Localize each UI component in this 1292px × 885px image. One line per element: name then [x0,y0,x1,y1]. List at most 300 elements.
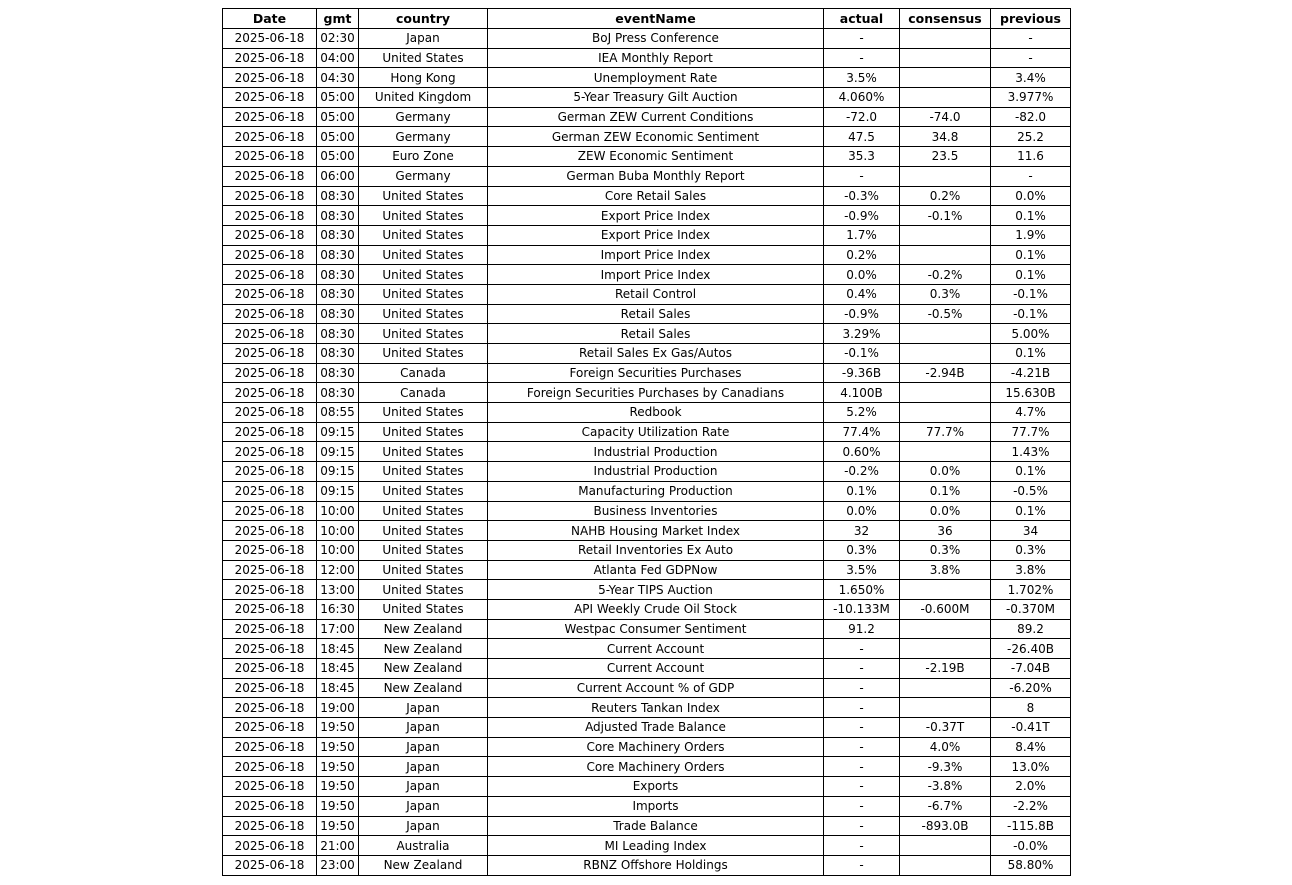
cell-previous: -82.0 [991,107,1071,127]
cell-gmt: 09:15 [317,481,359,501]
table-row [223,521,1071,541]
cell-previous: - [991,29,1071,49]
cell-previous: 13.0% [991,757,1071,777]
cell-previous: 1.9% [991,225,1071,245]
cell-actual: - [824,816,900,836]
cell-date: 2025-06-18 [223,186,317,206]
cell-date: 2025-06-18 [223,324,317,344]
cell-country: United States [359,344,488,364]
cell-previous: 0.3% [991,540,1071,560]
cell-date: 2025-06-18 [223,48,317,68]
cell-date: 2025-06-18 [223,127,317,147]
cell-consensus [900,48,991,68]
cell-gmt: 05:00 [317,127,359,147]
cell-gmt: 08:30 [317,245,359,265]
cell-actual: -0.9% [824,206,900,226]
cell-previous: -115.8B [991,816,1071,836]
cell-date: 2025-06-18 [223,501,317,521]
cell-date: 2025-06-18 [223,88,317,108]
cell-eventname: Atlanta Fed GDPNow [488,560,824,580]
cell-eventname: Retail Sales [488,324,824,344]
cell-country: United States [359,206,488,226]
cell-eventname: Unemployment Rate [488,68,824,88]
cell-country: Canada [359,363,488,383]
cell-country: Japan [359,777,488,797]
cell-previous: -26.40B [991,639,1071,659]
table-row [223,757,1071,777]
cell-consensus [900,88,991,108]
cell-gmt: 08:30 [317,363,359,383]
cell-date: 2025-06-18 [223,29,317,49]
cell-actual: - [824,166,900,186]
table-row [223,836,1071,856]
cell-country: United States [359,442,488,462]
cell-previous: 11.6 [991,147,1071,167]
cell-eventname: NAHB Housing Market Index [488,521,824,541]
cell-date: 2025-06-18 [223,481,317,501]
cell-date: 2025-06-18 [223,265,317,285]
cell-actual: - [824,718,900,738]
cell-eventname: IEA Monthly Report [488,48,824,68]
cell-previous: -0.41T [991,718,1071,738]
cell-actual: - [824,678,900,698]
cell-date: 2025-06-18 [223,816,317,836]
cell-gmt: 12:00 [317,560,359,580]
cell-consensus: 34.8 [900,127,991,147]
cell-actual: 77.4% [824,422,900,442]
cell-previous: -2.2% [991,796,1071,816]
table-row [223,422,1071,442]
cell-consensus [900,619,991,639]
cell-eventname: Import Price Index [488,245,824,265]
cell-consensus: -0.37T [900,718,991,738]
cell-consensus [900,580,991,600]
table-row [223,816,1071,836]
cell-date: 2025-06-18 [223,147,317,167]
table-row [223,442,1071,462]
cell-consensus [900,855,991,875]
cell-gmt: 18:45 [317,659,359,679]
cell-date: 2025-06-18 [223,855,317,875]
cell-country: Hong Kong [359,68,488,88]
cell-previous: 1.702% [991,580,1071,600]
cell-country: Canada [359,383,488,403]
column-header-actual: actual [824,9,900,29]
cell-gmt: 19:50 [317,777,359,797]
cell-gmt: 08:30 [317,186,359,206]
cell-consensus [900,442,991,462]
cell-previous: -0.1% [991,304,1071,324]
cell-gmt: 10:00 [317,501,359,521]
cell-date: 2025-06-18 [223,757,317,777]
cell-gmt: 23:00 [317,855,359,875]
cell-gmt: 10:00 [317,521,359,541]
cell-actual: 0.60% [824,442,900,462]
cell-consensus: 4.0% [900,737,991,757]
cell-eventname: Core Retail Sales [488,186,824,206]
cell-consensus: 0.0% [900,501,991,521]
cell-consensus: -893.0B [900,816,991,836]
economic-calendar-table [222,8,1071,876]
cell-consensus [900,245,991,265]
cell-gmt: 19:50 [317,757,359,777]
cell-gmt: 02:30 [317,29,359,49]
cell-actual: 5.2% [824,403,900,423]
cell-date: 2025-06-18 [223,599,317,619]
cell-previous: 3.4% [991,68,1071,88]
cell-previous: 4.7% [991,403,1071,423]
cell-date: 2025-06-18 [223,245,317,265]
table-row [223,48,1071,68]
cell-date: 2025-06-18 [223,737,317,757]
cell-gmt: 19:50 [317,796,359,816]
cell-country: Euro Zone [359,147,488,167]
cell-country: New Zealand [359,639,488,659]
cell-consensus: -3.8% [900,777,991,797]
cell-consensus: 3.8% [900,560,991,580]
cell-actual: - [824,836,900,856]
cell-consensus: -0.1% [900,206,991,226]
table-row [223,777,1071,797]
cell-consensus: -0.5% [900,304,991,324]
cell-actual: 32 [824,521,900,541]
cell-eventname: Exports [488,777,824,797]
cell-actual: -0.9% [824,304,900,324]
cell-previous: 0.1% [991,206,1071,226]
table-row [223,206,1071,226]
cell-date: 2025-06-18 [223,521,317,541]
cell-eventname: Trade Balance [488,816,824,836]
cell-previous: 8.4% [991,737,1071,757]
column-header-consensus: consensus [900,9,991,29]
cell-eventname: RBNZ Offshore Holdings [488,855,824,875]
cell-country: United States [359,284,488,304]
cell-previous: 0.0% [991,186,1071,206]
cell-country: United States [359,422,488,442]
cell-actual: -0.3% [824,186,900,206]
cell-gmt: 09:15 [317,422,359,442]
table-row [223,225,1071,245]
cell-gmt: 08:30 [317,344,359,364]
cell-country: United States [359,186,488,206]
table-row [223,186,1071,206]
table-row [223,403,1071,423]
cell-consensus: -0.600M [900,599,991,619]
cell-eventname: Export Price Index [488,206,824,226]
cell-date: 2025-06-18 [223,422,317,442]
cell-eventname: Business Inventories [488,501,824,521]
cell-gmt: 09:15 [317,462,359,482]
cell-eventname: Foreign Securities Purchases by Canadians [488,383,824,403]
table-row [223,737,1071,757]
cell-date: 2025-06-18 [223,225,317,245]
cell-previous: - [991,166,1071,186]
cell-country: New Zealand [359,678,488,698]
cell-previous: 0.1% [991,501,1071,521]
cell-eventname: Import Price Index [488,265,824,285]
cell-actual: -72.0 [824,107,900,127]
table-row [223,324,1071,344]
cell-consensus: 0.1% [900,481,991,501]
cell-gmt: 08:30 [317,304,359,324]
cell-country: United States [359,462,488,482]
cell-previous: 77.7% [991,422,1071,442]
cell-country: United States [359,501,488,521]
cell-country: New Zealand [359,659,488,679]
cell-previous: 3.8% [991,560,1071,580]
cell-previous: 34 [991,521,1071,541]
cell-date: 2025-06-18 [223,383,317,403]
cell-consensus [900,836,991,856]
cell-gmt: 08:30 [317,383,359,403]
cell-date: 2025-06-18 [223,304,317,324]
cell-country: Australia [359,836,488,856]
cell-country: United States [359,245,488,265]
cell-gmt: 17:00 [317,619,359,639]
cell-actual: - [824,737,900,757]
column-header-country: country [359,9,488,29]
cell-gmt: 16:30 [317,599,359,619]
cell-previous: 0.1% [991,462,1071,482]
cell-eventname: German ZEW Economic Sentiment [488,127,824,147]
cell-date: 2025-06-18 [223,659,317,679]
cell-gmt: 08:55 [317,403,359,423]
cell-eventname: 5-Year TIPS Auction [488,580,824,600]
cell-previous: 5.00% [991,324,1071,344]
table-row [223,501,1071,521]
cell-date: 2025-06-18 [223,540,317,560]
cell-consensus [900,225,991,245]
cell-gmt: 18:45 [317,678,359,698]
cell-date: 2025-06-18 [223,68,317,88]
cell-consensus [900,344,991,364]
cell-gmt: 19:00 [317,698,359,718]
cell-consensus [900,324,991,344]
cell-date: 2025-06-18 [223,107,317,127]
table-row [223,304,1071,324]
cell-consensus: 0.3% [900,284,991,304]
table-row [223,88,1071,108]
cell-eventname: Retail Control [488,284,824,304]
cell-eventname: German ZEW Current Conditions [488,107,824,127]
cell-actual: -0.1% [824,344,900,364]
cell-actual: - [824,659,900,679]
cell-date: 2025-06-18 [223,718,317,738]
cell-gmt: 08:30 [317,206,359,226]
cell-eventname: MI Leading Index [488,836,824,856]
cell-actual: - [824,796,900,816]
cell-actual: -10.133M [824,599,900,619]
cell-date: 2025-06-18 [223,836,317,856]
table-row [223,107,1071,127]
table-row [223,344,1071,364]
cell-eventname: Westpac Consumer Sentiment [488,619,824,639]
cell-eventname: Industrial Production [488,442,824,462]
cell-gmt: 05:00 [317,107,359,127]
cell-actual: 91.2 [824,619,900,639]
cell-country: United States [359,521,488,541]
cell-eventname: Redbook [488,403,824,423]
cell-eventname: Adjusted Trade Balance [488,718,824,738]
cell-previous: 0.1% [991,265,1071,285]
cell-date: 2025-06-18 [223,580,317,600]
cell-consensus [900,68,991,88]
cell-country: United Kingdom [359,88,488,108]
cell-actual: -9.36B [824,363,900,383]
cell-country: Japan [359,718,488,738]
table-row [223,619,1071,639]
cell-consensus: 36 [900,521,991,541]
cell-previous: -0.1% [991,284,1071,304]
cell-eventname: Foreign Securities Purchases [488,363,824,383]
cell-country: Japan [359,698,488,718]
cell-country: Germany [359,107,488,127]
cell-actual: 4.060% [824,88,900,108]
cell-gmt: 08:30 [317,324,359,344]
cell-eventname: Retail Sales [488,304,824,324]
cell-gmt: 18:45 [317,639,359,659]
cell-previous: -0.0% [991,836,1071,856]
table-row [223,698,1071,718]
cell-eventname: Manufacturing Production [488,481,824,501]
cell-previous: 8 [991,698,1071,718]
cell-actual: 3.5% [824,560,900,580]
table-row [223,796,1071,816]
table-row [223,481,1071,501]
cell-consensus [900,678,991,698]
cell-consensus: 77.7% [900,422,991,442]
cell-actual: 0.2% [824,245,900,265]
cell-actual: - [824,698,900,718]
cell-country: United States [359,599,488,619]
table-row [223,659,1071,679]
cell-gmt: 10:00 [317,540,359,560]
table-row [223,127,1071,147]
cell-actual: 0.3% [824,540,900,560]
table-row [223,462,1071,482]
cell-date: 2025-06-18 [223,777,317,797]
cell-date: 2025-06-18 [223,796,317,816]
cell-consensus [900,29,991,49]
cell-eventname: Retail Sales Ex Gas/Autos [488,344,824,364]
cell-date: 2025-06-18 [223,678,317,698]
header-row [223,9,1071,29]
cell-eventname: Imports [488,796,824,816]
cell-actual: 0.1% [824,481,900,501]
cell-previous: 2.0% [991,777,1071,797]
cell-country: Japan [359,29,488,49]
cell-country: Germany [359,166,488,186]
cell-date: 2025-06-18 [223,619,317,639]
cell-consensus: -2.94B [900,363,991,383]
cell-date: 2025-06-18 [223,363,317,383]
cell-consensus: 0.3% [900,540,991,560]
cell-country: Germany [359,127,488,147]
cell-country: United States [359,560,488,580]
cell-eventname: Retail Inventories Ex Auto [488,540,824,560]
cell-consensus: -74.0 [900,107,991,127]
table-row [223,678,1071,698]
cell-eventname: Core Machinery Orders [488,757,824,777]
cell-eventname: 5-Year Treasury Gilt Auction [488,88,824,108]
cell-country: United States [359,225,488,245]
table-row [223,540,1071,560]
cell-previous: 0.1% [991,245,1071,265]
cell-eventname: Capacity Utilization Rate [488,422,824,442]
cell-consensus [900,403,991,423]
cell-actual: 3.5% [824,68,900,88]
cell-actual: 0.4% [824,284,900,304]
column-header-date: Date [223,9,317,29]
cell-previous: -6.20% [991,678,1071,698]
cell-consensus: -0.2% [900,265,991,285]
cell-consensus [900,383,991,403]
table-row [223,265,1071,285]
table-row [223,383,1071,403]
cell-country: United States [359,481,488,501]
cell-actual: - [824,777,900,797]
cell-eventname: BoJ Press Conference [488,29,824,49]
cell-eventname: Core Machinery Orders [488,737,824,757]
cell-date: 2025-06-18 [223,442,317,462]
cell-actual: 4.100B [824,383,900,403]
table-row [223,284,1071,304]
cell-actual: 35.3 [824,147,900,167]
cell-country: Japan [359,737,488,757]
table-row [223,29,1071,49]
cell-consensus [900,698,991,718]
cell-date: 2025-06-18 [223,639,317,659]
cell-gmt: 19:50 [317,737,359,757]
cell-previous: -4.21B [991,363,1071,383]
cell-gmt: 08:30 [317,225,359,245]
table-row [223,580,1071,600]
cell-country: United States [359,304,488,324]
cell-actual: - [824,757,900,777]
cell-gmt: 05:00 [317,88,359,108]
cell-country: United States [359,324,488,344]
cell-gmt: 06:00 [317,166,359,186]
cell-consensus: 0.2% [900,186,991,206]
column-header-gmt: gmt [317,9,359,29]
table-row [223,639,1071,659]
cell-eventname: Reuters Tankan Index [488,698,824,718]
cell-actual: 0.0% [824,501,900,521]
cell-actual: 1.650% [824,580,900,600]
cell-consensus: 23.5 [900,147,991,167]
cell-gmt: 04:00 [317,48,359,68]
cell-gmt: 05:00 [317,147,359,167]
column-header-previous: previous [991,9,1071,29]
cell-country: Japan [359,816,488,836]
cell-eventname: German Buba Monthly Report [488,166,824,186]
cell-date: 2025-06-18 [223,284,317,304]
table-row [223,718,1071,738]
cell-country: United States [359,540,488,560]
table-row [223,363,1071,383]
cell-eventname: Industrial Production [488,462,824,482]
cell-actual: -0.2% [824,462,900,482]
cell-gmt: 13:00 [317,580,359,600]
cell-consensus: -9.3% [900,757,991,777]
cell-previous: 58.80% [991,855,1071,875]
cell-previous: -0.5% [991,481,1071,501]
cell-consensus: -6.7% [900,796,991,816]
cell-previous: 1.43% [991,442,1071,462]
table-row [223,245,1071,265]
cell-previous: 25.2 [991,127,1071,147]
cell-previous: - [991,48,1071,68]
